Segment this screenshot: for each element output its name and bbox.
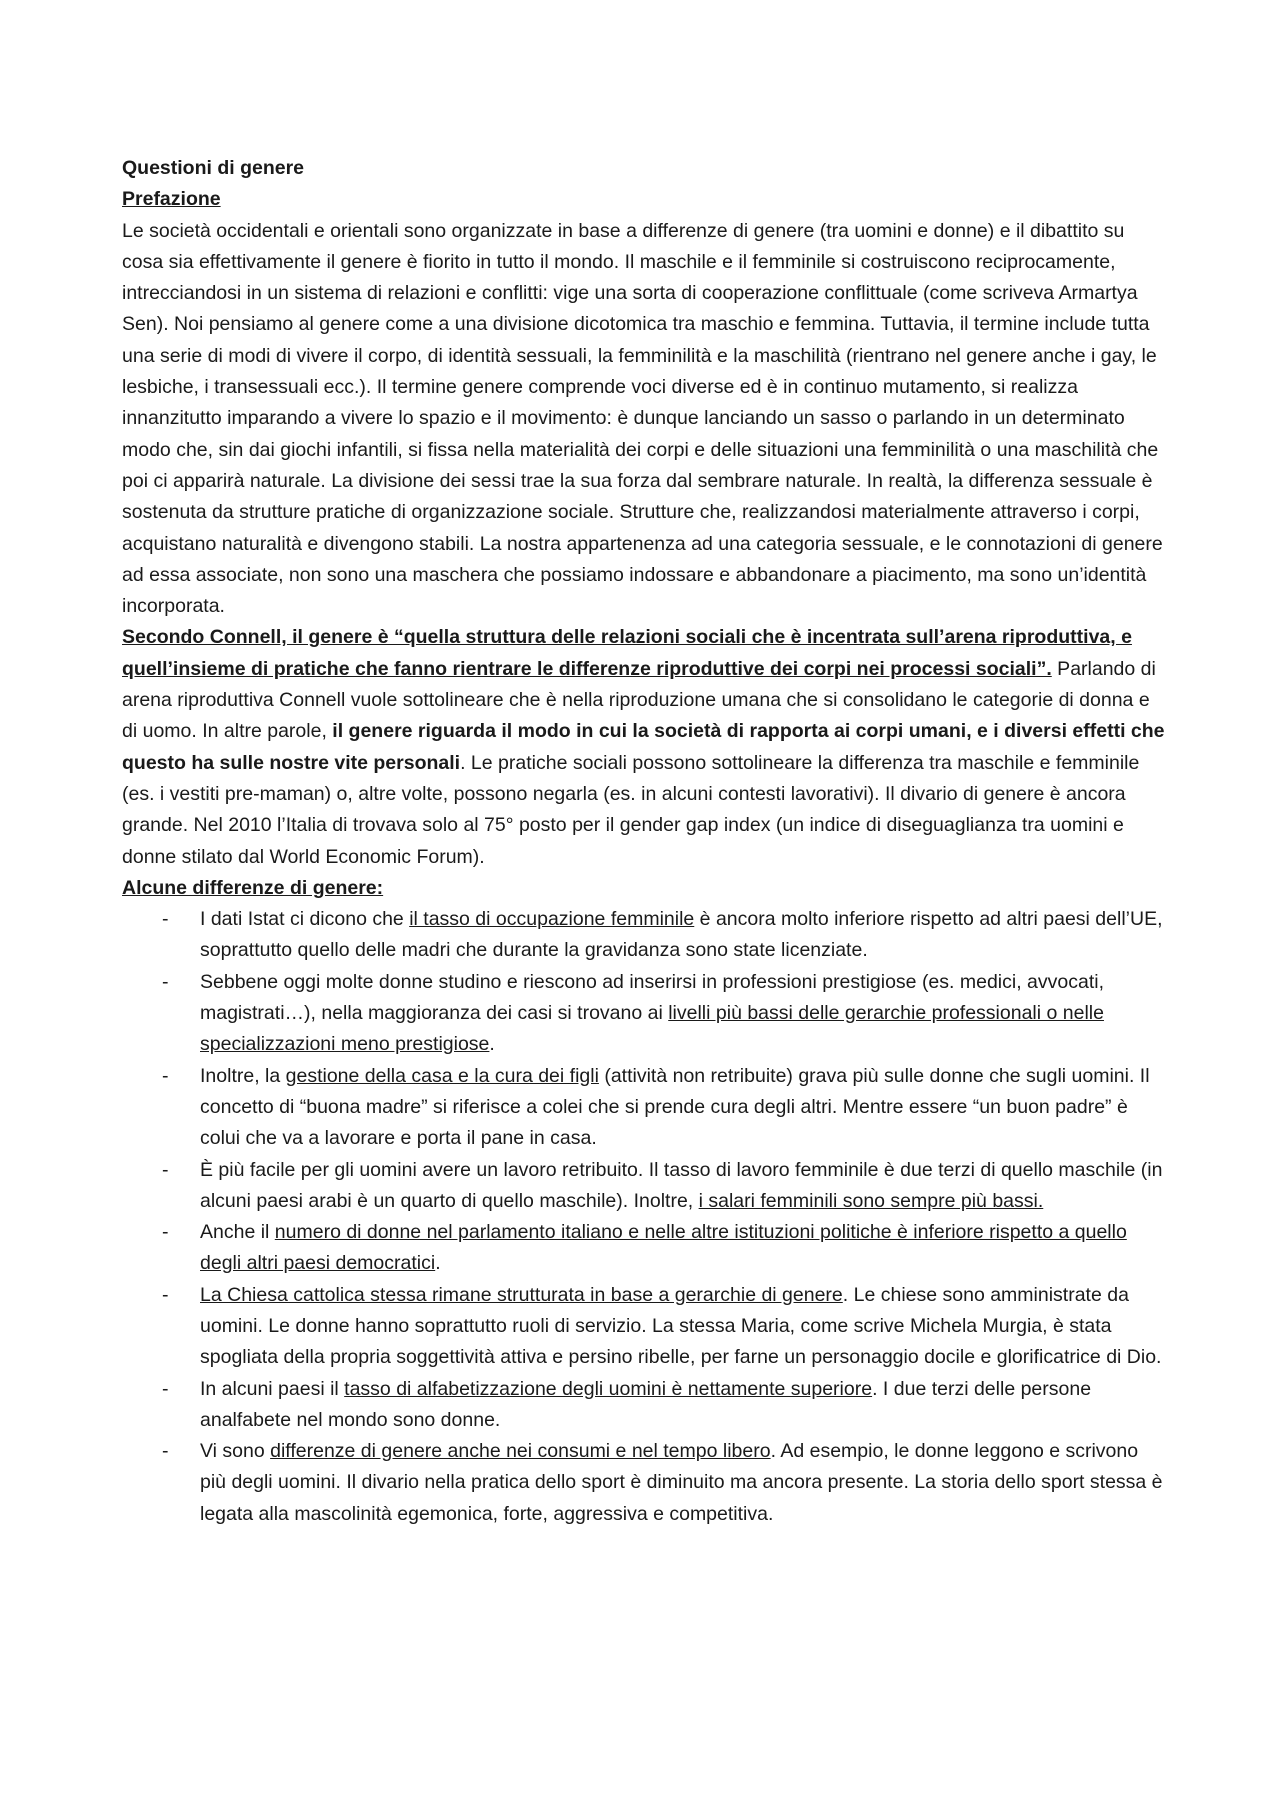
item-text: . xyxy=(435,1252,441,1275)
list-item xyxy=(122,1374,1167,1437)
connell-quote: Secondo Connell, il genere è “quella struttura delle relazioni sociali che è incentrata sull’arena riproduttiva, e quell’insieme di pratiche che fanno rientrare le differenze riproduttive dei corpi nei processi sociali”. xyxy=(122,626,1132,680)
item-text: . xyxy=(489,1033,495,1056)
bullet-dash: - xyxy=(162,1221,169,1244)
preface-heading: Prefazione xyxy=(122,188,221,211)
item-underlined: i salari femminili sono sempre più bassi. xyxy=(698,1189,1044,1212)
item-underlined: livelli più bassi delle gerarchie professionali o nelle specializzazioni meno prestigiose xyxy=(200,1002,1104,1056)
item-text: (attività non retribuite) grava più sulle donne che sugli uomini. Il concetto di “buona madre” si riferisce a colei che si prende cura degli altri. Mentre essere “un buon padre” è colui che va a lavorare e porta il pane in casa. xyxy=(200,1064,1150,1150)
document-page xyxy=(122,153,1167,1530)
item-text: Sebbene oggi molte donne studino e riescono ad inserirsi in professioni prestigiose (es. medici, avvocati, magistrati…), nella maggioranza dei casi si trovano ai xyxy=(200,970,1104,1025)
item-text: È più facile per gli uomini avere un lavoro retribuito. Il tasso di lavoro femminile è due terzi di quello maschile (in alcuni paesi arabi è un quarto di quello maschile). Inoltre, xyxy=(200,1158,1163,1212)
item-text: In alcuni paesi il xyxy=(200,1377,345,1400)
item-underlined: numero di donne nel parlamento italiano e nelle altre istituzioni politiche è inferiore rispetto a quello degli altri paesi democratici xyxy=(200,1221,1127,1275)
item-text: . Le chiese sono amministrate da uomini. Le donne hanno soprattutto ruoli di servizio. La stessa Maria, come scrive Michela Murgia, è stata spogliata della propria soggettività attiva e persino ribelle, per farne un personaggio docile e glorificatrice di Dio. xyxy=(200,1283,1162,1369)
document-title: Questioni di genere xyxy=(122,157,305,179)
bullet-dash: - xyxy=(162,970,169,993)
item-underlined: il tasso di occupazione femminile xyxy=(409,908,695,931)
list-item xyxy=(122,967,1167,1061)
item-text: . I due terzi delle persone analfabete nel mondo sono donne. xyxy=(200,1377,1092,1431)
connell-text-2: . Le pratiche sociali possono sottolineare la differenza tra maschile e femminile (es. i vestiti pre-maman) o, altre volte, possono negarla (es. in alcuni contesti lavorativi). Il divario di genere è ancora grande. Nel 2010 l’Italia di trovava solo al 75° posto per il gender gap index (un indice di diseguaglianza tra uomini e donne stilato dal World Economic Forum). xyxy=(122,751,1140,868)
bullet-dash: - xyxy=(162,1440,169,1463)
bullet-dash: - xyxy=(162,1158,169,1181)
item-text: I dati Istat ci dicono che xyxy=(200,908,410,931)
bullet-dash: - xyxy=(162,1377,169,1400)
connell-bold-definition: il genere riguarda il modo in cui la società di rapporta ai corpi umani, e i diversi effetti che questo ha sulle nostre vite personali xyxy=(122,720,1165,774)
item-text: Inoltre, la xyxy=(200,1064,286,1087)
item-underlined: differenze di genere anche nei consumi e nel tempo libero xyxy=(270,1440,771,1463)
differences-list xyxy=(122,904,1167,1530)
list-item xyxy=(122,904,1167,967)
list-item xyxy=(122,1436,1167,1530)
connell-paragraph xyxy=(122,622,1167,872)
list-item xyxy=(122,1280,1167,1374)
list-item xyxy=(122,1217,1167,1280)
item-text: è ancora molto inferiore rispetto ad altri paesi dell’UE, soprattutto quello delle madri che durante la gravidanza sono state licenziate. xyxy=(200,908,1163,962)
bullet-dash: - xyxy=(162,1064,169,1087)
item-underlined: gestione della casa e la cura dei figli xyxy=(285,1064,599,1087)
connell-text-1: Parlando di arena riproduttiva Connell vuole sottolineare che è nella riproduzione umana che si consolidano le categorie di donna e di uomo. In altre parole, xyxy=(122,657,1156,743)
item-text: Anche il xyxy=(200,1221,275,1244)
list-item xyxy=(122,1155,1167,1218)
item-text: Vi sono xyxy=(200,1440,271,1463)
item-underlined: La Chiesa cattolica stessa rimane strutturata in base a gerarchie di genere xyxy=(200,1283,843,1306)
list-item xyxy=(122,1061,1167,1155)
differences-heading: Alcune differenze di genere: xyxy=(122,876,384,899)
preface-paragraph: Le società occidentali e orientali sono organizzate in base a differenze di genere (tra uomini e donne) e il dibattito su cosa sia effettivamente il genere è fiorito in tutto il mondo. Il maschile e il femminile si costruiscono reciprocamente, intrecciandosi in un sistema di relazioni e conflitti: vige una sorta di cooperazione conflittuale (come scriveva Armartya Sen). Noi pensiamo al genere come a una divisione dicotomica tra maschio e femmina. Tuttavia, il termine include tutta una serie di modi di vivere il corpo, di identità sessuali, la femminilità e la maschilità (rientrano nel genere anche i gay, le lesbiche, i transessuali ecc.). Il termine genere comprende voci diverse ed è in continuo mutamento, si realizza innanzitutto imparando a vivere lo spazio e il movimento: è dunque lanciando un sasso o parlando in un determinato modo che, sin dai giochi infantili, si fissa nella materialità dei corpi e delle situazioni una femminilità o una maschilità che poi ci apparirà naturale. La divisione dei sessi trae la sua forza dal sembrare naturale. In realtà, la differenza sessuale è sostenuta da strutture pratiche di organizzazione sociale. Strutture che, realizzandosi materialmente attraverso i corpi, acquistano naturalità e divengono stabili. La nostra appartenenza ad una categoria sessuale, e le connotazioni di genere ad essa associate, non sono una maschera che possiamo indossare e abbandonare a piacimento, ma sono un’identità incorporata. xyxy=(122,219,1163,618)
bullet-dash: - xyxy=(162,908,169,931)
bullet-dash: - xyxy=(162,1283,169,1306)
item-underlined: tasso di alfabetizzazione degli uomini è nettamente superiore xyxy=(344,1377,873,1400)
item-text: . Ad esempio, le donne leggono e scrivono più degli uomini. Il divario nella pratica dello sport è diminuito ma ancora presente. La storia dello sport stessa è legata alla mascolinità egemonica, forte, aggressiva e competitiva. xyxy=(200,1440,1163,1525)
